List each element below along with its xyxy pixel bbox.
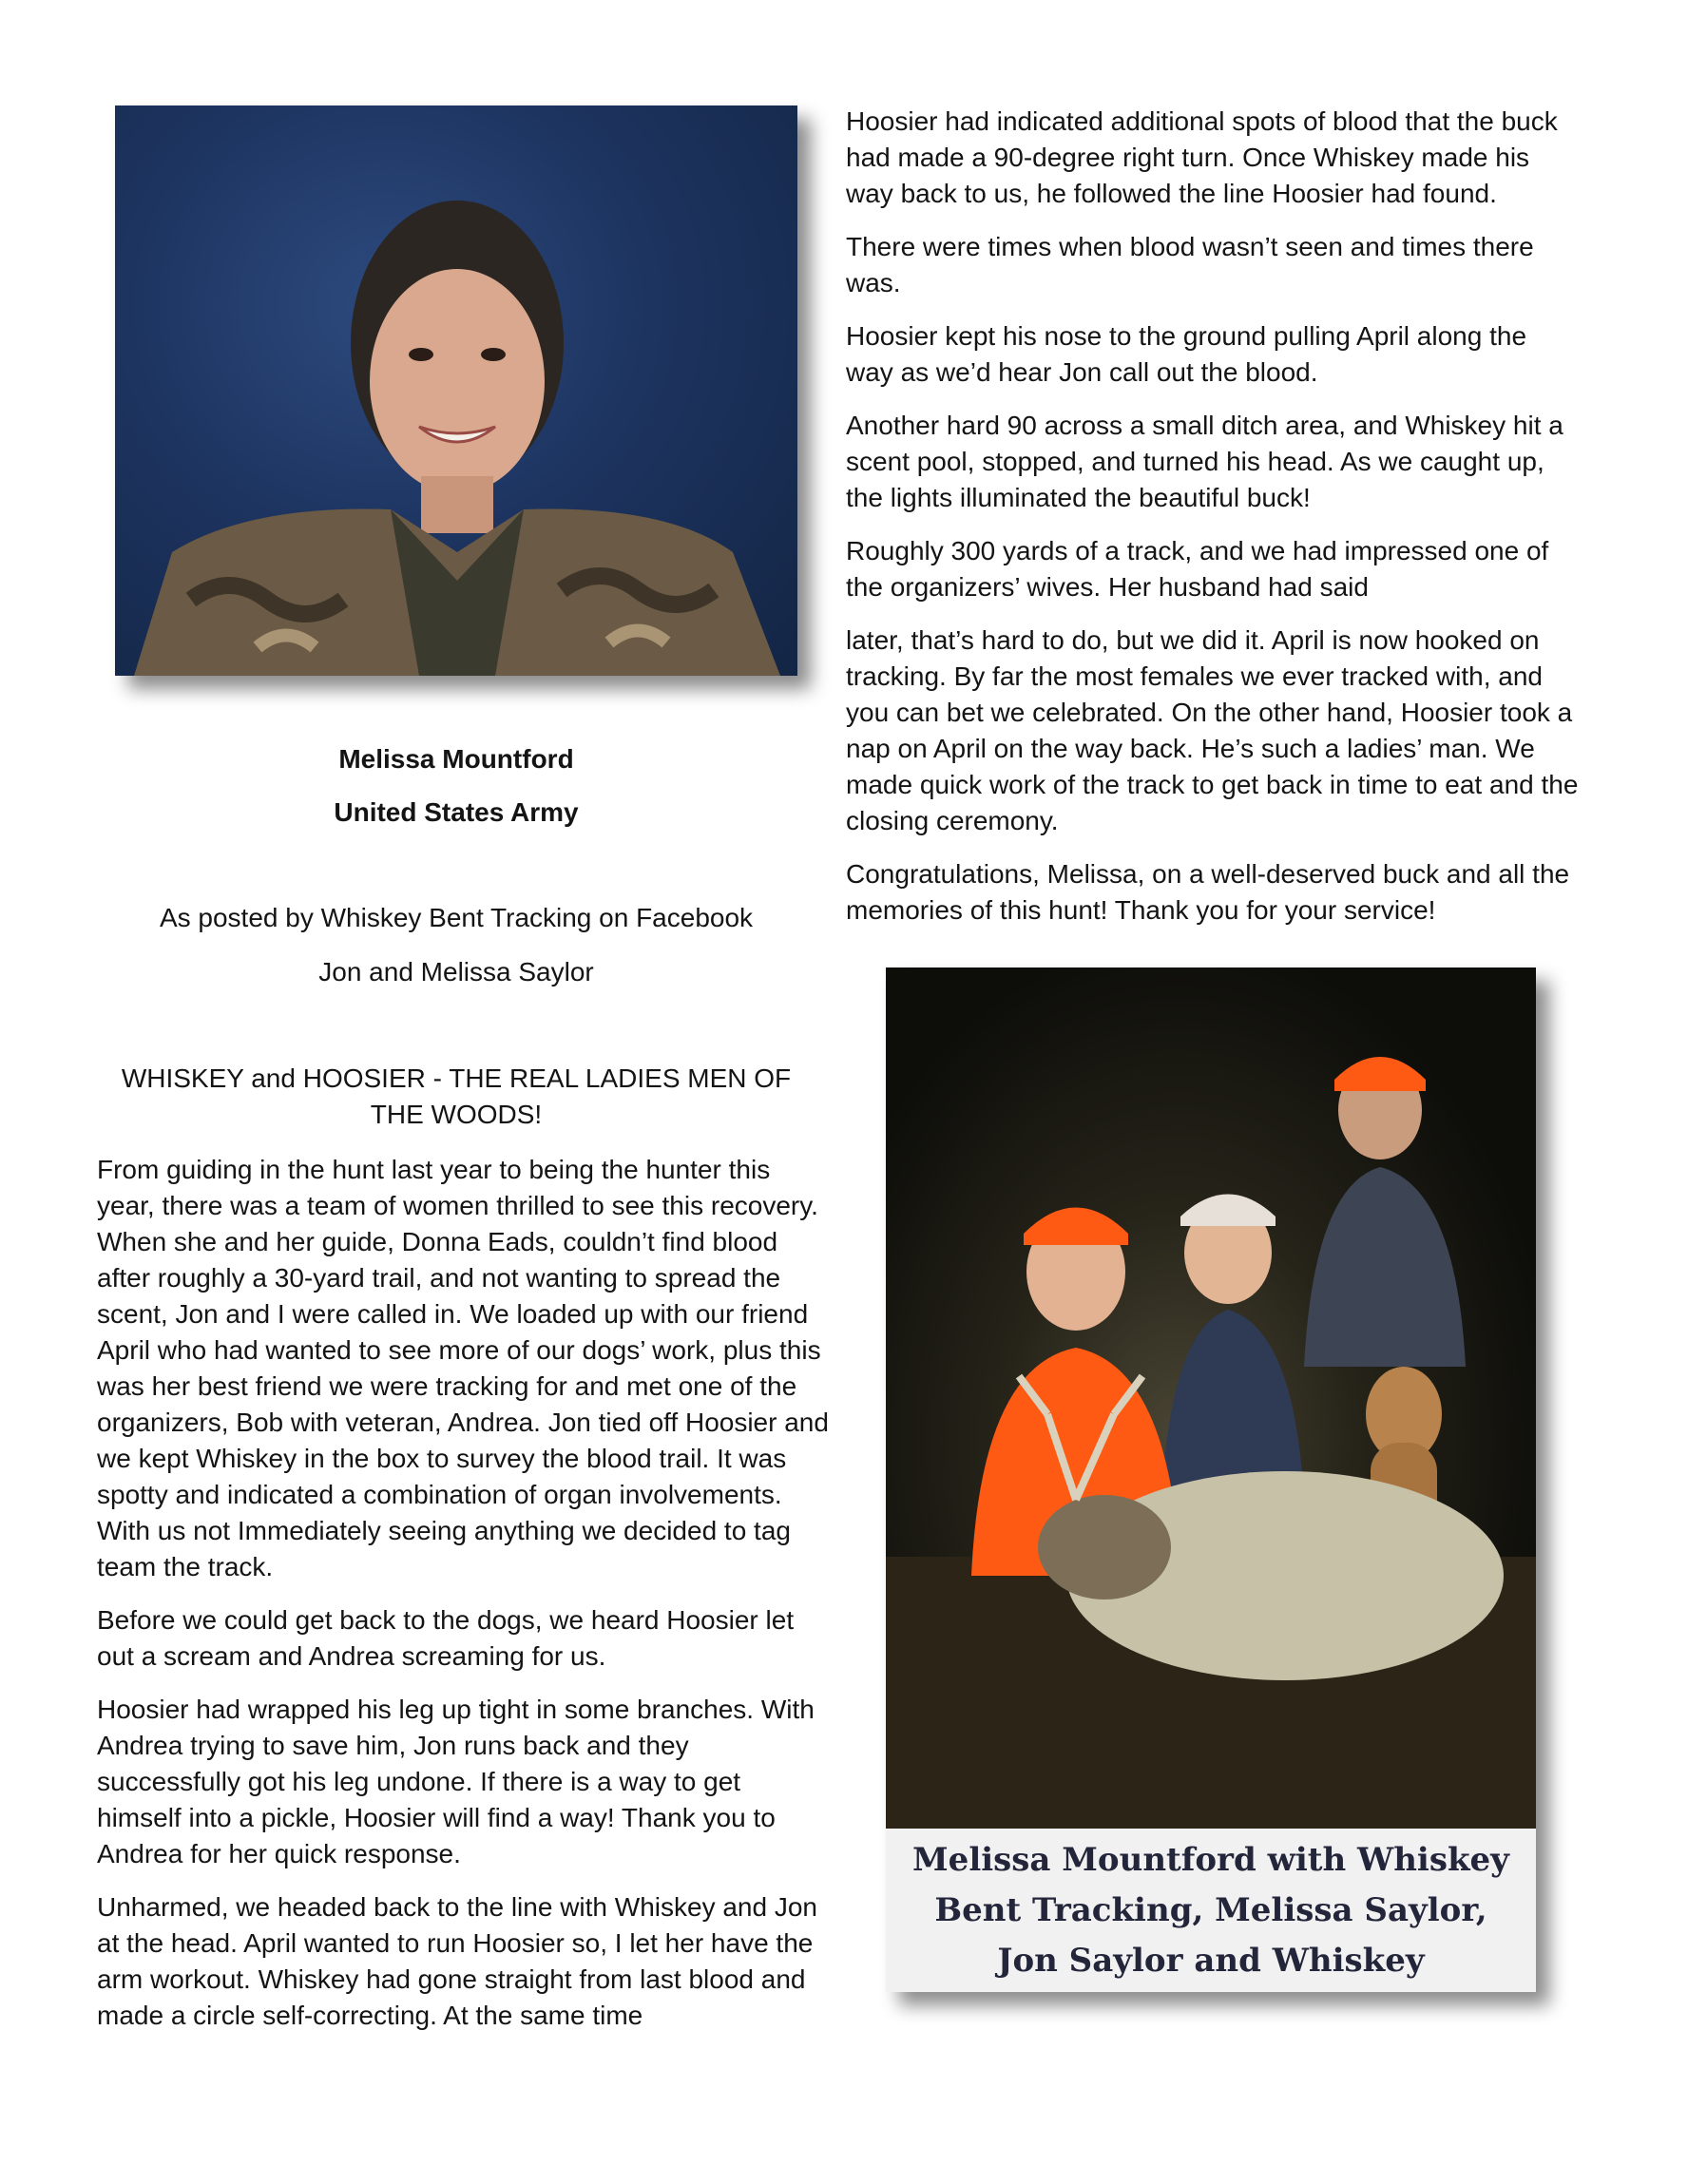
- article-headline: WHISKEY and HOOSIER - THE REAL LADIES MEN OF THE WOODS!: [121, 1063, 792, 1129]
- article-paragraph: Congratulations, Melissa, on a well-deserved buck and all the memories of this hunt! Thank you for your service!: [846, 859, 1570, 925]
- attribution-posted-by: As posted by Whiskey Bent Tracking on Facebook: [159, 903, 754, 932]
- article-paragraph: Another hard 90 across a small ditch area, and Whiskey hit a scent pool, stopped, and turned his head. As we caught up, the lights illuminated the beautiful buck!: [846, 411, 1563, 512]
- article-left-column: [97, 1152, 831, 2051]
- article-paragraph: Before we could get back to the dogs, we heard Hoosier let out a scream and Andrea screaming for us.: [97, 1605, 795, 1671]
- group-photo-illustration: [886, 967, 1536, 1829]
- group-photo-caption: Melissa Mountford with Whiskey Bent Tracking, Melissa Saylor, Jon Saylor and Whiskey: [912, 1840, 1509, 1980]
- group-photo-image: [886, 967, 1536, 1829]
- article-paragraph: later, that’s hard to do, but we did it. April is now hooked on tracking. By far the most females we ever tracked with, and you can bet we celebrated. On the other hand, Hoosier took a nap on April on the way back. He’s such a ladies’ man. We made quick work of the track to get back in time to eat and the closing ceremony.: [846, 625, 1579, 835]
- article-paragraph: Roughly 300 yards of a track, and we had impressed one of the organizers’ wives. Her husband had said: [846, 536, 1549, 602]
- attribution-authors: Jon and Melissa Saylor: [318, 957, 594, 987]
- article-right-column: [846, 104, 1580, 946]
- group-photo-caption-box: [886, 1829, 1536, 1992]
- portrait-name: Melissa Mountford: [338, 744, 574, 774]
- portrait-affiliation: United States Army: [334, 797, 579, 827]
- article-paragraph: From guiding in the hunt last year to being the hunter this year, there was a team of women thrilled to see this recovery. When she and her guide, Donna Eads, couldn’t find blood after roughly a 30-yard trail, and not wanting to spread the scent, Jon and I were called in. We loaded up with our friend April who had wanted to see more of our dogs’ work, plus this was her best friend we were tracking for and met one of the organizers, Bob with veteran, Andrea. Jon tied off Hoosier and we kept Whiskey in the box to survey the blood trail. It was spotty and indicated a combination of organ involvements. With us not Immediately seeing anything we decided to tag team the track.: [97, 1155, 829, 1581]
- portrait-illustration: [115, 105, 797, 676]
- article-paragraph: There were times when blood wasn’t seen and times there was.: [846, 232, 1534, 297]
- article-paragraph: Hoosier kept his nose to the ground pulling April along the way as we’d hear Jon call out the blood.: [846, 321, 1527, 387]
- article-paragraph: Hoosier had indicated additional spots of blood that the buck had made a 90-degree right turn. Once Whiskey made his way back to us, he followed the line Hoosier had found.: [846, 106, 1558, 208]
- group-photo: [886, 967, 1536, 1992]
- article-paragraph: Hoosier had wrapped his leg up tight in some branches. With Andrea trying to save him, Jon runs back and they successfully got his leg undone. If there is a way to get himself into a pickle, Hoosier will find a way! Thank you to Andrea for her quick response.: [97, 1695, 815, 1868]
- article-paragraph: Unharmed, we headed back to the line with Whiskey and Jon at the head. April wanted to run Hoosier so, I let her have the arm workout. Whiskey had gone straight from last blood and made a circle self-correcting. At the same time: [97, 1892, 817, 2030]
- portrait-photo: [115, 105, 797, 676]
